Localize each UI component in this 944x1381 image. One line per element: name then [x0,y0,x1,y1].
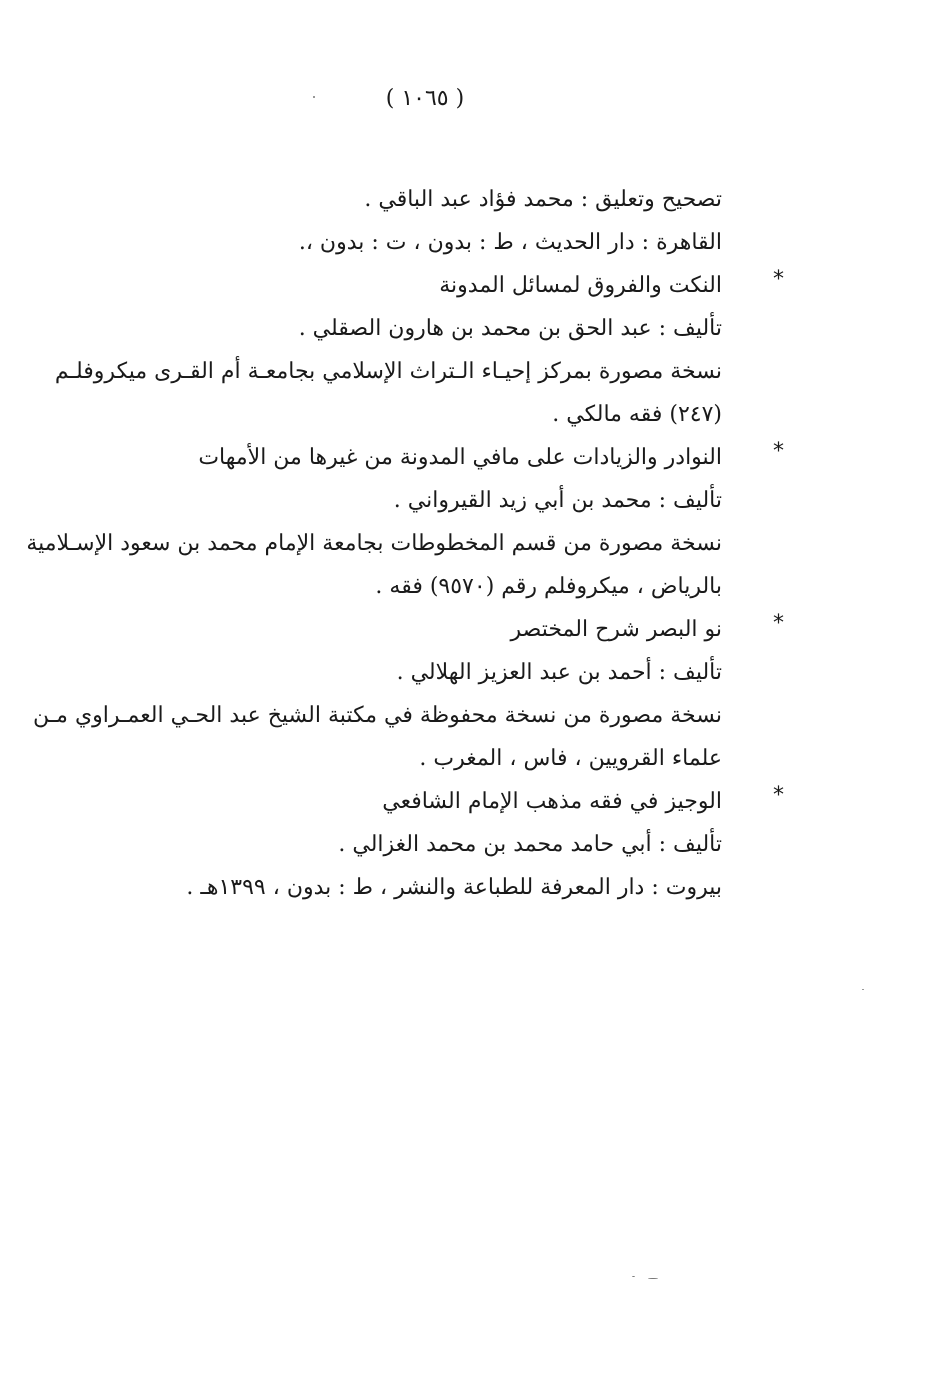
asterisk-icon: * [773,439,784,464]
scan-speck [632,1276,635,1277]
bibliography-entry-title: * النكت والفروق لمسائل المدونة [77,264,722,307]
bibliography-line: نسخة مصورة من نسخة محفوظة في مكتبة الشيخ عبد الحـي العمـراوي مـن [32,703,722,728]
scan-speck [313,96,315,98]
bibliography-line: تأليف : أحمد بن عبد العزيز الهلالي . [396,660,722,685]
bibliography-line: علماء القرويين ، فاس ، المغرب . [419,746,722,771]
bibliography-line: تأليف : محمد بن أبي زيد القيرواني . [393,488,722,513]
bibliography-line: بيروت : دار المعرفة للطباعة والنشر ، ط : بدون ، ١٣٩٩هـ . [186,875,722,900]
page-number: ( ١٠٦٥ ) [385,86,465,111]
bibliography-line: تأليف : عبد الحق بن محمد بن هارون الصقلي . [298,316,722,341]
bibliography-entry-title: * الوجيز في فقه مذهب الإمام الشافعي [77,780,722,823]
bibliography-line: تأليف : أبي حامد محمد بن محمد الغزالي . [338,832,722,857]
bibliography-line: نسخة مصورة بمركز إحيـاء الـتراث الإسلامي بجامعـة أم القـرى ميكروفلـم [54,359,722,384]
asterisk-icon: * [773,267,784,292]
scan-speck [862,989,864,990]
asterisk-icon: * [773,783,784,808]
bibliography-line: (٢٤٧) فقه مالكي . [552,402,722,427]
bibliography-entry-title: * النوادر والزيادات على مافي المدونة من غيرها من الأمهات [77,436,722,479]
bibliography-line: بالرياض ، ميكروفلم رقم (٩٥٧٠) فقه . [375,574,722,599]
asterisk-icon: * [773,611,784,636]
bibliography-entry-title: * نو البصر شرح المختصر [77,608,722,651]
bibliography-list [26,178,784,909]
bibliography-line: نسخة مصورة من قسم المخطوطات بجامعة الإمام محمد بن سعود الإسـلامية [26,531,722,556]
scan-speck [648,1278,658,1279]
bibliography-line: تصحيح وتعليق : محمد فؤاد عبد الباقي . [364,187,722,212]
bibliography-line: القاهرة : دار الحديث ، ط : بدون ، ت : بدون ،. [298,230,722,255]
